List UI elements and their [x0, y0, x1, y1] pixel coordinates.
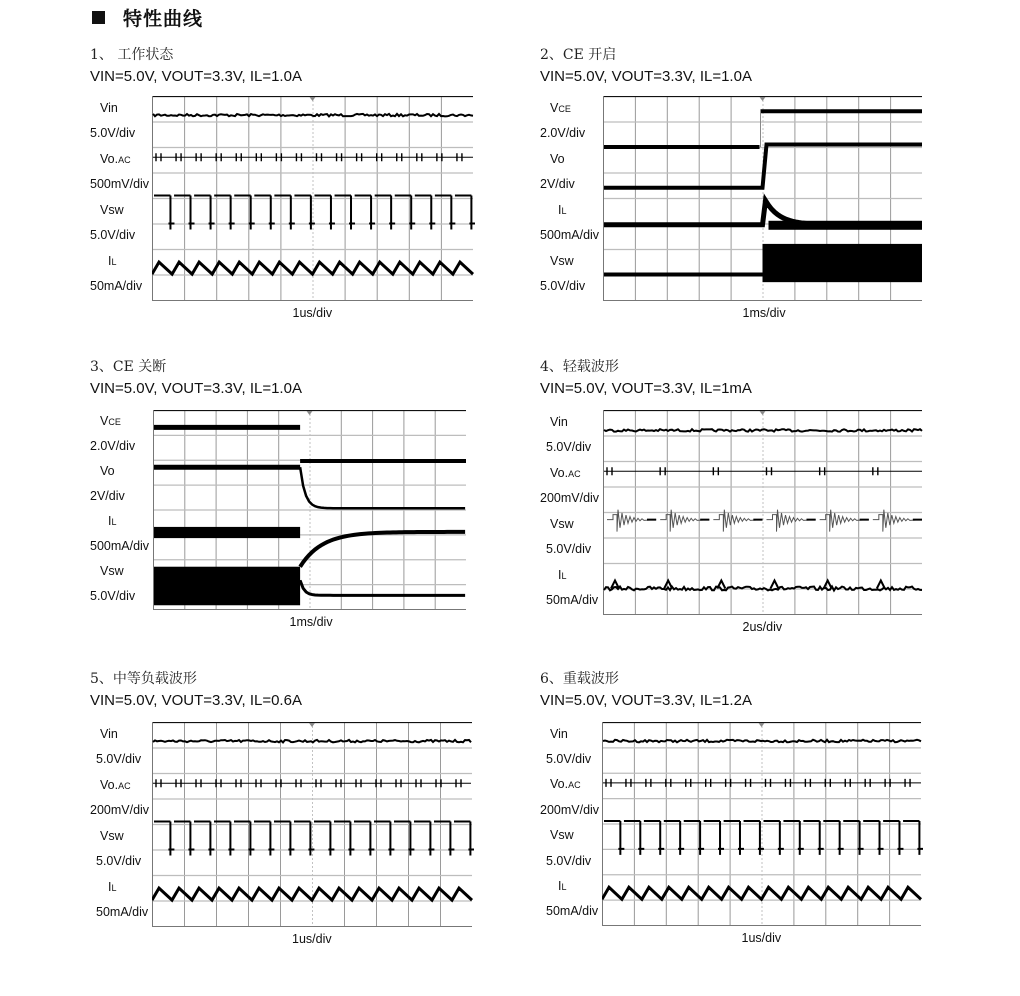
- trace-vo: [300, 467, 465, 508]
- section-title: 5、中等负载波形: [90, 671, 197, 687]
- channel-name-main: I: [108, 879, 112, 894]
- channel-name: [100, 778, 131, 792]
- channel-name-subscript: AC: [568, 780, 581, 791]
- channel-name-subscript: L: [111, 882, 117, 893]
- channel-name: [100, 152, 131, 166]
- channel-scale: 2.0V/div: [90, 439, 136, 454]
- channel-scale: 5.0V/div: [90, 588, 136, 603]
- channel-scale: 200mV/div: [90, 803, 150, 818]
- trace-vo: [604, 144, 922, 187]
- channel-scale: 500mA/div: [540, 228, 600, 243]
- channel-name-main: V: [100, 414, 109, 429]
- channel-name-main: Vo.: [100, 777, 119, 792]
- channel-name-main: I: [558, 202, 562, 217]
- chart-section: [540, 356, 980, 656]
- channel-name-main: Vsw: [100, 563, 124, 578]
- page-title: [92, 4, 203, 31]
- chart-section: [540, 44, 980, 344]
- channel-name: [550, 254, 574, 268]
- timebase-label: 1us/div: [292, 932, 332, 946]
- section-title: 3、CE 关断: [90, 359, 167, 375]
- trace-inductor-current: [152, 888, 472, 900]
- chart-section: [90, 356, 530, 656]
- channel-scale: 5.0V/div: [90, 126, 136, 141]
- trace-inductor-current: [152, 262, 473, 274]
- trace-steady: [603, 740, 921, 743]
- timebase-label: 2us/div: [742, 620, 783, 634]
- channel-name-subscript: L: [111, 256, 117, 267]
- channel-scale: 200mV/div: [540, 802, 600, 817]
- channel-name-subscript: CE: [558, 103, 571, 114]
- trigger-marker-icon: [310, 97, 316, 101]
- section-title: 6、重载波形: [540, 671, 619, 687]
- channel-name-main: Vo.: [550, 777, 569, 792]
- channel-name-main: V: [550, 100, 559, 115]
- channel-scale: 5.0V/div: [546, 440, 592, 455]
- trigger-marker-icon: [760, 97, 766, 101]
- trigger-marker-icon: [307, 411, 313, 415]
- channel-name: [558, 879, 567, 893]
- channel-scale: 50mA/div: [96, 905, 149, 920]
- chart-section: [540, 668, 980, 968]
- channel-scale: 500mA/div: [90, 538, 150, 553]
- section-title: 2、CE 开启: [540, 47, 617, 63]
- oscilloscope-plot: [153, 410, 468, 611]
- channel-scale: 50mA/div: [546, 593, 599, 608]
- channel-name: [550, 466, 581, 480]
- channel-name-main: Vo.: [100, 151, 119, 166]
- channel-scale: 2V/div: [540, 177, 575, 192]
- channel-name: [108, 880, 117, 894]
- channel-scale: 5.0V/div: [540, 279, 586, 294]
- timebase-label: 1ms/div: [742, 306, 786, 320]
- channel-scale: 5.0V/div: [546, 752, 592, 767]
- channel-name-main: Vin: [550, 726, 568, 741]
- channel-name: [550, 777, 581, 791]
- channel-name-main: Vo: [550, 151, 565, 166]
- square-bullet-icon: [92, 11, 105, 24]
- trigger-marker-icon: [759, 723, 765, 727]
- channel-name-main: Vsw: [550, 828, 574, 843]
- channel-name-subscript: AC: [118, 780, 131, 791]
- channel-name-subscript: AC: [118, 154, 131, 165]
- trigger-marker-icon: [760, 411, 766, 415]
- test-conditions: VIN=5.0V, VOUT=3.3V, IL=1.2A: [540, 692, 752, 709]
- test-conditions: VIN=5.0V, VOUT=3.3V, IL=1.0A: [540, 68, 752, 85]
- trigger-marker-icon: [309, 723, 315, 727]
- chart-section: [90, 44, 530, 344]
- channel-name-main: I: [108, 253, 112, 268]
- channel-scale: 50mA/div: [546, 904, 599, 919]
- channel-scale: 200mV/div: [540, 491, 600, 506]
- channel-name: [100, 101, 118, 115]
- oscilloscope-plot: [152, 722, 474, 928]
- trace-steady: [153, 740, 471, 743]
- channel-scale: 5.0V/div: [546, 853, 592, 868]
- channel-name-subscript: CE: [108, 417, 121, 428]
- channel-name-subscript: L: [561, 881, 567, 892]
- channel-name-main: Vin: [550, 414, 568, 429]
- trace-il-band: [154, 527, 300, 538]
- channel-name-main: Vsw: [100, 202, 124, 217]
- trace-vsw: [300, 580, 465, 595]
- test-conditions: VIN=5.0V, VOUT=3.3V, IL=1mA: [540, 380, 752, 397]
- channel-name-main: Vo.: [550, 465, 569, 480]
- channel-scale: 50mA/div: [90, 279, 143, 294]
- oscilloscope-plot: [152, 96, 475, 302]
- oscilloscope-plot: [602, 722, 923, 927]
- section-title: 4、轻载波形: [540, 359, 619, 375]
- channel-name: [550, 727, 568, 741]
- channel-name: [550, 415, 568, 429]
- channel-name-main: Vin: [100, 726, 118, 741]
- channel-name-main: Vin: [100, 100, 118, 115]
- trace-il-band: [769, 221, 923, 230]
- page-title-text: 特性曲线: [123, 8, 204, 30]
- channel-name: [100, 414, 121, 428]
- channel-name: [100, 464, 115, 478]
- channel-scale: 5.0V/div: [96, 854, 142, 869]
- channel-name-main: Vsw: [100, 828, 124, 843]
- channel-scale: 2.0V/div: [540, 126, 586, 141]
- timebase-label: 1us/div: [741, 931, 782, 945]
- channel-name: [550, 152, 565, 166]
- channel-name: [558, 203, 567, 217]
- test-conditions: VIN=5.0V, VOUT=3.3V, IL=1.0A: [90, 68, 302, 85]
- trace-vsw-switching: [763, 244, 923, 282]
- channel-name-main: Vo: [100, 464, 115, 479]
- channel-name: [100, 727, 118, 741]
- channel-name: [108, 514, 117, 528]
- channel-scale: 5.0V/div: [96, 752, 142, 767]
- trace-il: [300, 532, 465, 567]
- trace-inductor-current: [602, 887, 921, 899]
- channel-name: [550, 101, 571, 115]
- test-conditions: VIN=5.0V, VOUT=3.3V, IL=1.0A: [90, 380, 302, 397]
- channel-name: [558, 568, 567, 582]
- channel-name: [100, 829, 124, 843]
- channel-name-main: Vsw: [550, 253, 574, 268]
- channel-name-main: Vsw: [550, 516, 574, 531]
- channel-name: [108, 254, 117, 268]
- channel-scale: 2V/div: [90, 489, 125, 504]
- channel-name-subscript: AC: [568, 468, 581, 479]
- channel-name-main: I: [558, 878, 562, 893]
- channel-name-subscript: L: [561, 570, 567, 581]
- oscilloscope-plot: [603, 410, 924, 616]
- oscilloscope-plot: [603, 96, 924, 302]
- channel-name-subscript: L: [561, 205, 567, 216]
- trace-current-pulse: [771, 581, 779, 589]
- channel-scale: 500mV/div: [90, 177, 150, 192]
- timebase-label: 1us/div: [292, 306, 333, 320]
- channel-name: [550, 517, 574, 531]
- channel-name: [100, 564, 124, 578]
- channel-scale: 5.0V/div: [546, 542, 592, 557]
- channel-name-main: I: [558, 567, 562, 582]
- channel-name: [550, 828, 574, 842]
- trace-steady: [153, 114, 473, 117]
- section-title: 1、 工作状态: [90, 47, 174, 63]
- test-conditions: VIN=5.0V, VOUT=3.3V, IL=0.6A: [90, 692, 302, 709]
- channel-scale: 5.0V/div: [90, 228, 136, 243]
- channel-name: [100, 203, 124, 217]
- chart-section: [90, 668, 530, 968]
- channel-name-main: I: [108, 513, 112, 528]
- timebase-label: 1ms/div: [289, 615, 333, 629]
- channel-name-subscript: L: [111, 516, 117, 527]
- trace-vsw-switching: [154, 567, 300, 606]
